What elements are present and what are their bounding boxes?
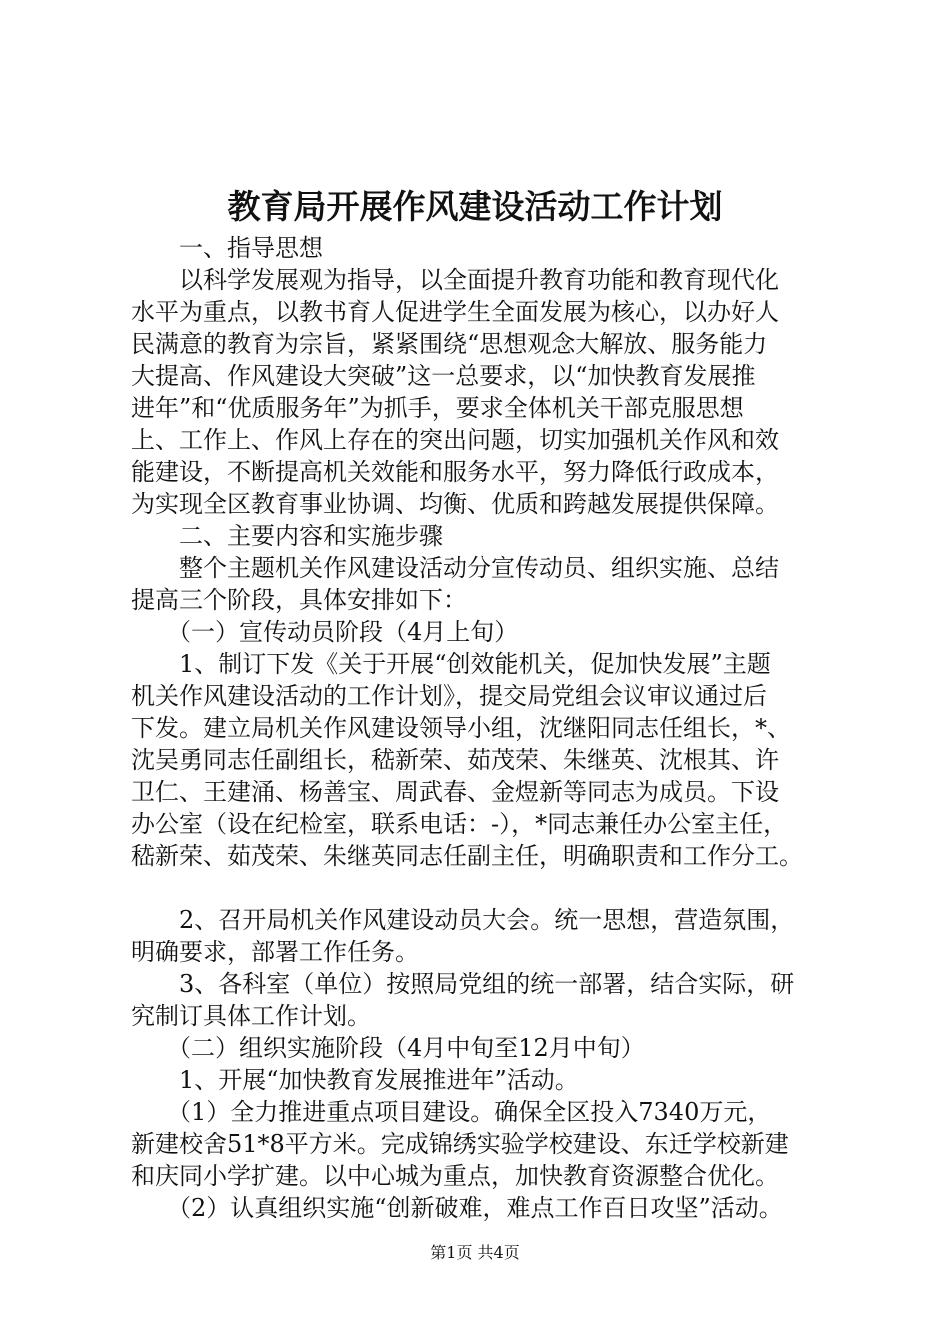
body-line: 进年”和“优质服务年”为抓手，要求全体机关干部克服思想 [131,394,744,422]
body-line: 1、制订下发《关于开展“创效能机关，促加快发展”主题 [131,650,771,678]
body-line: 卫仁、王建涌、杨善宝、周武春、金煜新等同志为成员。下设 [131,778,779,806]
body-line: （2）认真组织实施“创新破难，难点工作百日攻坚”活动。 [131,1194,783,1222]
body-line: （1）全力推进重点项目建设。确保全区投入7340万元， [131,1098,772,1126]
body-line: 民满意的教育为宗旨，紧紧围绕“思想观念大解放、服务能力 [131,330,768,358]
body-line: 办公室（设在纪检室，联系电话：-），*同志兼任办公室主任， [131,810,788,838]
body-line: 3、各科室（单位）按照局党组的统一部署，结合实际，研 [131,970,795,998]
body-line: （二）组织实施阶段（4月中旬至12月中旬） [131,1034,645,1062]
body-line: 1、开展“加快教育发展推进年”活动。 [131,1066,579,1094]
body-line: 提高三个阶段，具体安排如下： [131,586,467,614]
body-line: 为实现全区教育事业协调、均衡、优质和跨越发展提供保障。 [131,490,779,518]
body-line: 究制订具体工作计划。 [131,1002,371,1030]
body-line: 一、指导思想 [131,234,323,262]
document-title: 教育局开展作风建设活动工作计划 [227,187,723,226]
body-line: 明确要求，部署工作任务。 [131,938,419,966]
body-line: 机关作风建设活动的工作计划》，提交局党组会议审议通过后 [131,682,767,710]
body-line: 能建设，不断提高机关效能和服务水平，努力降低行政成本， [131,458,779,486]
body-line: 新建校舍51*8平方米。完成锦绣实验学校建设、东迁学校新建 [131,1130,789,1158]
body-line [131,872,849,904]
page-number-footer: 第1页 共4页 [430,1243,520,1262]
body-line: 2、召开局机关作风建设动员大会。统一思想，营造氛围， [131,906,795,934]
body-line: 大提高、作风建设大突破”这一总要求，以“加快教育发展推 [131,362,756,390]
body-line: 嵇新荣、茹茂荣、朱继英同志任副主任，明确职责和工作分工。 [131,842,803,870]
body-line: 水平为重点，以教书育人促进学生全面发展为核心，以办好人 [131,298,779,326]
body-line: 以科学发展观为指导，以全面提升教育功能和教育现代化 [131,266,779,294]
body-line: 整个主题机关作风建设活动分宣传动员、组织实施、总结 [131,554,779,582]
body-line: 二、主要内容和实施步骤 [131,522,443,550]
body-line: 和庆同小学扩建。以中心城为重点，加快教育资源整合优化。 [131,1162,779,1190]
body-line: 沈吴勇同志任副组长，嵇新荣、茹茂荣、朱继英、沈根其、许 [131,746,779,774]
document-body [131,232,849,1224]
body-line: 上、工作上、作风上存在的突出问题，切实加强机关作风和效 [131,426,779,454]
body-line: （一）宣传动员阶段（4月上旬） [131,618,519,646]
body-line: 下发。建立局机关作风建设领导小组，沈继阳同志任组长，*、 [131,714,791,742]
